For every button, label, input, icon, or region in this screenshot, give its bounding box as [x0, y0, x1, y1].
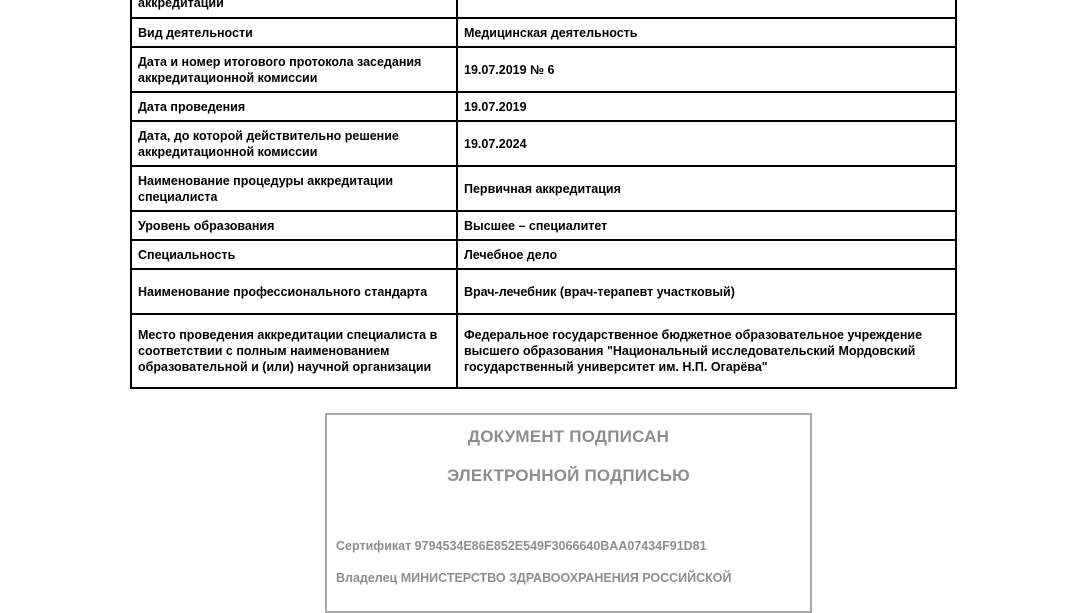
- row-label: Дата и номер итогового протокола заседания аккредитационной комиссии: [131, 47, 457, 92]
- table-row: [131, 314, 956, 388]
- table-row: [131, 92, 956, 121]
- row-value: Врач-лечебник (врач-терапевт участковый): [457, 269, 956, 314]
- row-value: 19.07.2024: [457, 121, 956, 166]
- table-row: [131, 18, 956, 47]
- electronic-signature-stamp: [325, 413, 812, 613]
- stamp-title-line1: ДОКУМЕНТ ПОДПИСАН: [467, 427, 670, 446]
- row-value: [457, 0, 956, 18]
- accreditation-info-table: [130, 0, 957, 389]
- row-label: Дата проведения: [131, 92, 457, 121]
- row-label: Вид деятельности: [131, 18, 457, 47]
- table-row: [131, 121, 956, 166]
- row-label: Наименование процедуры аккредитации специалиста: [131, 166, 457, 211]
- row-label: Уровень образования: [131, 211, 457, 240]
- table-row: [131, 240, 956, 269]
- row-label: аккредитации: [131, 0, 457, 18]
- row-value: Первичная аккредитация: [457, 166, 956, 211]
- row-label: Специальность: [131, 240, 457, 269]
- row-value: Медицинская деятельность: [457, 18, 956, 47]
- table-row: [131, 47, 956, 92]
- row-label: Место проведения аккредитации специалиста в соответствии с полным наименованием образовательной и (или) научной организации: [131, 314, 457, 388]
- row-value: Лечебное дело: [457, 240, 956, 269]
- row-value: 19.07.2019: [457, 92, 956, 121]
- table-row: [131, 166, 956, 211]
- row-label: Дата, до которой действительно решение аккредитационной комиссии: [131, 121, 457, 166]
- row-value: Высшее – специалитет: [457, 211, 956, 240]
- stamp-title-line2: ЭЛЕКТРОННОЙ ПОДПИСЬЮ: [447, 466, 690, 485]
- table-row: [131, 211, 956, 240]
- certificate-number: Сертификат 9794534E86E852E549F3066640BAA07434F91D81: [336, 539, 707, 553]
- table-row: [131, 0, 956, 18]
- table-row: [131, 269, 956, 314]
- row-label: Наименование профессионального стандарта: [131, 269, 457, 314]
- certificate-owner: Владелец МИНИСТЕРСТВО ЗДРАВООХРАНЕНИЯ РОССИЙСКОЙ: [336, 571, 732, 585]
- row-value: 19.07.2019 № 6: [457, 47, 956, 92]
- row-value: Федеральное государственное бюджетное образовательное учреждение высшего образования "Национальный исследовательский Мордовский государственный университет им. Н.П. Огарёва": [457, 314, 956, 388]
